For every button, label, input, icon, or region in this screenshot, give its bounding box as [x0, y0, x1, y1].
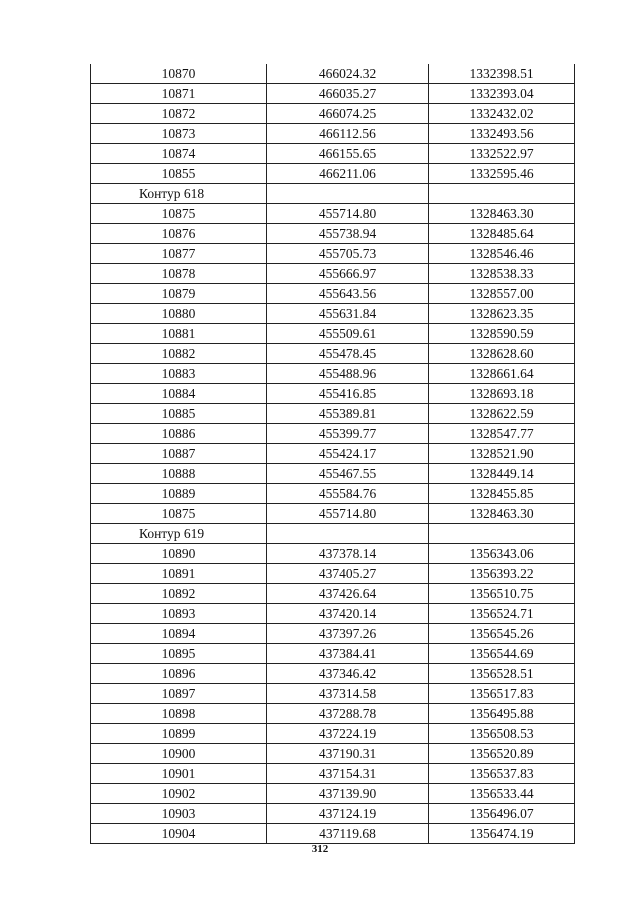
table-row	[91, 504, 575, 524]
empty-cell	[429, 184, 575, 204]
table-row	[91, 284, 575, 304]
contour-label: Контур 619	[91, 524, 267, 544]
y-coordinate-cell: 1356393.22	[429, 564, 575, 584]
point-id-cell: 10875	[91, 504, 267, 524]
point-id-cell: 10895	[91, 644, 267, 664]
y-coordinate-cell: 1356496.07	[429, 804, 575, 824]
table-row	[91, 364, 575, 384]
point-id-cell: 10894	[91, 624, 267, 644]
x-coordinate-cell: 437405.27	[267, 564, 429, 584]
x-coordinate-cell: 466155.65	[267, 144, 429, 164]
point-id-cell: 10878	[91, 264, 267, 284]
table-row	[91, 624, 575, 644]
table-row	[91, 84, 575, 104]
x-coordinate-cell: 455584.76	[267, 484, 429, 504]
x-coordinate-cell: 437420.14	[267, 604, 429, 624]
point-id-cell: 10870	[91, 64, 267, 84]
y-coordinate-cell: 1356510.75	[429, 584, 575, 604]
contour-header-row	[91, 524, 575, 544]
coordinates-table	[90, 64, 575, 844]
point-id-cell: 10884	[91, 384, 267, 404]
x-coordinate-cell: 455705.73	[267, 244, 429, 264]
x-coordinate-cell: 455467.55	[267, 464, 429, 484]
x-coordinate-cell: 437139.90	[267, 784, 429, 804]
table-row	[91, 464, 575, 484]
y-coordinate-cell: 1328547.77	[429, 424, 575, 444]
y-coordinate-cell: 1328661.64	[429, 364, 575, 384]
x-coordinate-cell: 455389.81	[267, 404, 429, 424]
x-coordinate-cell: 437154.31	[267, 764, 429, 784]
table-row	[91, 144, 575, 164]
point-id-cell: 10880	[91, 304, 267, 324]
x-coordinate-cell: 455509.61	[267, 324, 429, 344]
y-coordinate-cell: 1328693.18	[429, 384, 575, 404]
x-coordinate-cell: 466074.25	[267, 104, 429, 124]
point-id-cell: 10901	[91, 764, 267, 784]
x-coordinate-cell: 455478.45	[267, 344, 429, 364]
table-row	[91, 644, 575, 664]
point-id-cell: 10896	[91, 664, 267, 684]
y-coordinate-cell: 1328538.33	[429, 264, 575, 284]
x-coordinate-cell: 466211.06	[267, 164, 429, 184]
table-row	[91, 744, 575, 764]
table-row	[91, 664, 575, 684]
x-coordinate-cell: 455643.56	[267, 284, 429, 304]
table-row	[91, 304, 575, 324]
point-id-cell: 10882	[91, 344, 267, 364]
table-row	[91, 164, 575, 184]
point-id-cell: 10897	[91, 684, 267, 704]
contour-label: Контур 618	[91, 184, 267, 204]
y-coordinate-cell: 1328622.59	[429, 404, 575, 424]
y-coordinate-cell: 1356528.51	[429, 664, 575, 684]
y-coordinate-cell: 1328463.30	[429, 204, 575, 224]
y-coordinate-cell: 1356537.83	[429, 764, 575, 784]
y-coordinate-cell: 1356520.89	[429, 744, 575, 764]
y-coordinate-cell: 1328590.59	[429, 324, 575, 344]
x-coordinate-cell: 437378.14	[267, 544, 429, 564]
table-row	[91, 584, 575, 604]
x-coordinate-cell: 437119.68	[267, 824, 429, 844]
point-id-cell: 10887	[91, 444, 267, 464]
point-id-cell: 10899	[91, 724, 267, 744]
x-coordinate-cell: 466112.56	[267, 124, 429, 144]
point-id-cell: 10890	[91, 544, 267, 564]
page-number: 312	[311, 843, 329, 855]
point-id-cell: 10855	[91, 164, 267, 184]
point-id-cell: 10891	[91, 564, 267, 584]
x-coordinate-cell: 455631.84	[267, 304, 429, 324]
x-coordinate-cell: 455714.80	[267, 204, 429, 224]
point-id-cell: 10872	[91, 104, 267, 124]
table-row	[91, 244, 575, 264]
table-row	[91, 224, 575, 244]
x-coordinate-cell: 455424.17	[267, 444, 429, 464]
table-row	[91, 264, 575, 284]
coordinates-table-body	[91, 64, 575, 844]
point-id-cell: 10889	[91, 484, 267, 504]
y-coordinate-cell: 1356544.69	[429, 644, 575, 664]
y-coordinate-cell: 1356508.53	[429, 724, 575, 744]
contour-header-row	[91, 184, 575, 204]
y-coordinate-cell: 1356343.06	[429, 544, 575, 564]
y-coordinate-cell: 1332493.56	[429, 124, 575, 144]
point-id-cell: 10898	[91, 704, 267, 724]
y-coordinate-cell: 1328521.90	[429, 444, 575, 464]
table-row	[91, 324, 575, 344]
point-id-cell: 10876	[91, 224, 267, 244]
table-row	[91, 804, 575, 824]
table-row	[91, 704, 575, 724]
point-id-cell: 10886	[91, 424, 267, 444]
y-coordinate-cell: 1332522.97	[429, 144, 575, 164]
table-row	[91, 344, 575, 364]
empty-cell	[429, 524, 575, 544]
table-row	[91, 544, 575, 564]
table-row	[91, 564, 575, 584]
x-coordinate-cell: 455416.85	[267, 384, 429, 404]
y-coordinate-cell: 1328463.30	[429, 504, 575, 524]
x-coordinate-cell: 437346.42	[267, 664, 429, 684]
point-id-cell: 10902	[91, 784, 267, 804]
x-coordinate-cell: 437384.41	[267, 644, 429, 664]
y-coordinate-cell: 1328623.35	[429, 304, 575, 324]
y-coordinate-cell: 1356533.44	[429, 784, 575, 804]
x-coordinate-cell: 437397.26	[267, 624, 429, 644]
x-coordinate-cell: 437190.31	[267, 744, 429, 764]
point-id-cell: 10900	[91, 744, 267, 764]
table-row	[91, 384, 575, 404]
table-row	[91, 104, 575, 124]
point-id-cell: 10874	[91, 144, 267, 164]
x-coordinate-cell: 455399.77	[267, 424, 429, 444]
point-id-cell: 10871	[91, 84, 267, 104]
table-row	[91, 424, 575, 444]
table-row	[91, 484, 575, 504]
point-id-cell: 10893	[91, 604, 267, 624]
x-coordinate-cell: 466024.32	[267, 64, 429, 84]
table-row	[91, 404, 575, 424]
x-coordinate-cell: 437288.78	[267, 704, 429, 724]
y-coordinate-cell: 1356495.88	[429, 704, 575, 724]
table-row	[91, 784, 575, 804]
y-coordinate-cell: 1332398.51	[429, 64, 575, 84]
table-row	[91, 824, 575, 844]
y-coordinate-cell: 1356474.19	[429, 824, 575, 844]
table-row	[91, 444, 575, 464]
point-id-cell: 10877	[91, 244, 267, 264]
y-coordinate-cell: 1328546.46	[429, 244, 575, 264]
x-coordinate-cell: 455488.96	[267, 364, 429, 384]
x-coordinate-cell: 437314.58	[267, 684, 429, 704]
table-row	[91, 64, 575, 84]
point-id-cell: 10883	[91, 364, 267, 384]
point-id-cell: 10875	[91, 204, 267, 224]
y-coordinate-cell: 1328455.85	[429, 484, 575, 504]
point-id-cell: 10888	[91, 464, 267, 484]
x-coordinate-cell: 455666.97	[267, 264, 429, 284]
y-coordinate-cell: 1328628.60	[429, 344, 575, 364]
x-coordinate-cell: 437426.64	[267, 584, 429, 604]
y-coordinate-cell: 1328449.14	[429, 464, 575, 484]
point-id-cell: 10873	[91, 124, 267, 144]
x-coordinate-cell: 437224.19	[267, 724, 429, 744]
y-coordinate-cell: 1332432.02	[429, 104, 575, 124]
table-row	[91, 764, 575, 784]
point-id-cell: 10879	[91, 284, 267, 304]
point-id-cell: 10903	[91, 804, 267, 824]
y-coordinate-cell: 1328557.00	[429, 284, 575, 304]
empty-cell	[267, 184, 429, 204]
x-coordinate-cell: 437124.19	[267, 804, 429, 824]
table-row	[91, 204, 575, 224]
y-coordinate-cell: 1328485.64	[429, 224, 575, 244]
point-id-cell: 10885	[91, 404, 267, 424]
y-coordinate-cell: 1356517.83	[429, 684, 575, 704]
point-id-cell: 10881	[91, 324, 267, 344]
table-row	[91, 724, 575, 744]
x-coordinate-cell: 466035.27	[267, 84, 429, 104]
point-id-cell: 10904	[91, 824, 267, 844]
table-row	[91, 684, 575, 704]
y-coordinate-cell: 1332393.04	[429, 84, 575, 104]
table-row	[91, 124, 575, 144]
y-coordinate-cell: 1332595.46	[429, 164, 575, 184]
x-coordinate-cell: 455714.80	[267, 504, 429, 524]
empty-cell	[267, 524, 429, 544]
x-coordinate-cell: 455738.94	[267, 224, 429, 244]
table-row	[91, 604, 575, 624]
y-coordinate-cell: 1356545.26	[429, 624, 575, 644]
y-coordinate-cell: 1356524.71	[429, 604, 575, 624]
point-id-cell: 10892	[91, 584, 267, 604]
